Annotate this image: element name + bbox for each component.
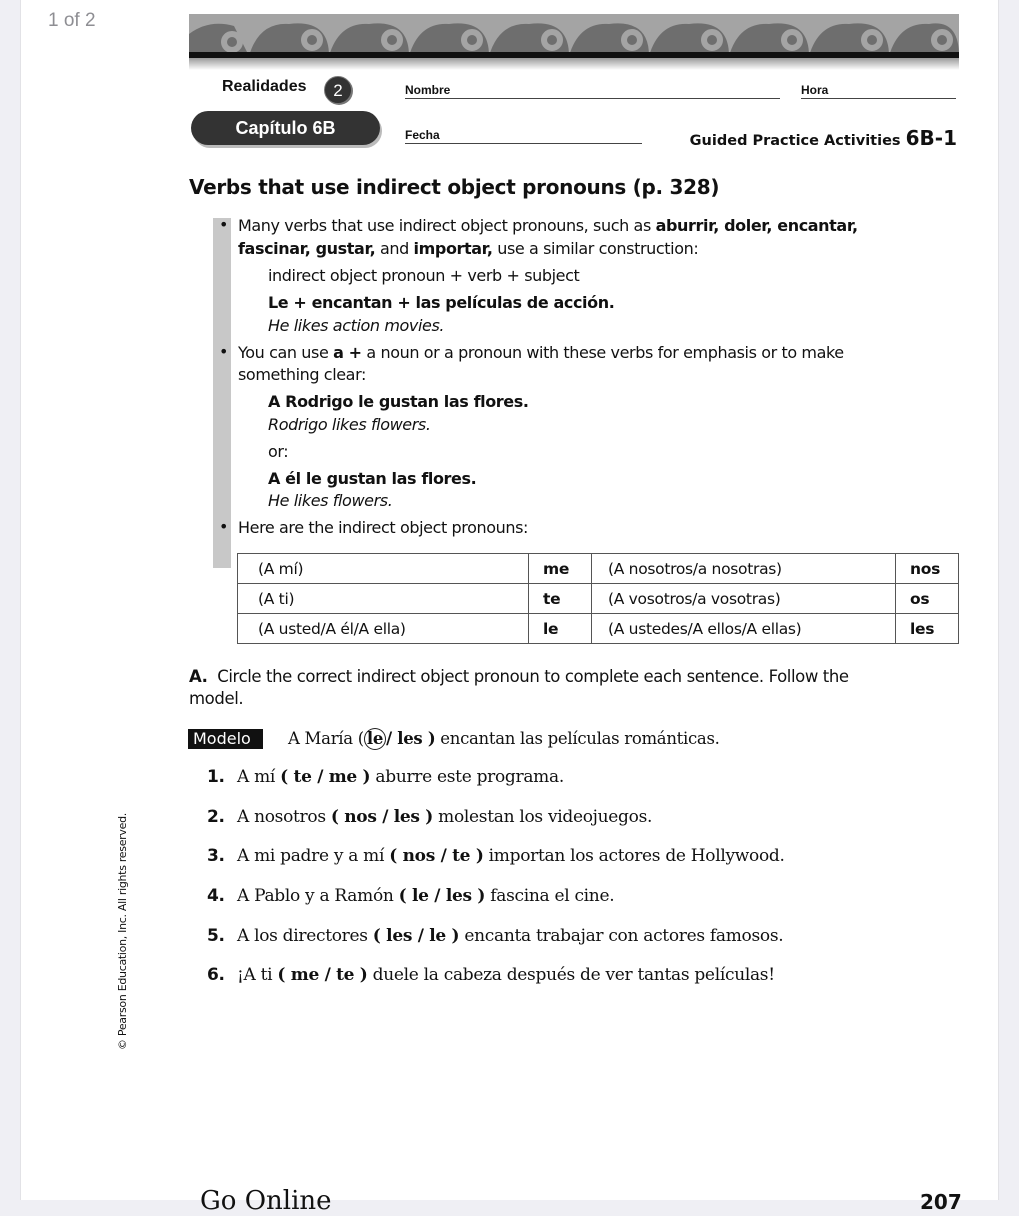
circled-answer: le <box>364 728 386 750</box>
activity-id <box>690 126 957 150</box>
bullet-1-line-1: Many verbs that use indirect object pronouns, such as aburrir, doler, encantar, <box>238 216 858 235</box>
table-cell: (A vosotros/a vosotras) <box>592 584 896 614</box>
date-field[interactable] <box>405 143 642 144</box>
exercise-instructions: A. Circle the correct indirect object pronoun to complete each sentence. Follow the <box>189 667 849 686</box>
table-cell: le <box>529 614 592 644</box>
bullet-icon: • <box>219 517 229 536</box>
table-cell: les <box>896 614 959 644</box>
bullet-3-text: Here are the indirect object pronouns: <box>238 518 529 537</box>
answer-choices[interactable]: ( les / le ) <box>372 926 460 946</box>
exercise-item: 3. A mi padre y a mí ( nos / te ) importan los actores de Hollywood. <box>207 846 785 866</box>
date-field-label: Fecha <box>405 128 440 142</box>
table-cell: (A ustedes/A ellos/A ellas) <box>592 614 896 644</box>
chapter-label: Capítulo 6B <box>191 111 380 145</box>
page-indicator: 1 of 2 <box>48 10 96 31</box>
bullet-icon: • <box>219 215 229 234</box>
copyright-notice: © Pearson Education, Inc. All rights reserved. <box>116 813 129 1050</box>
answer-choices[interactable]: ( le / les ) <box>398 886 486 906</box>
answer-choices[interactable]: ( nos / te ) <box>389 846 484 866</box>
bullet-icon: • <box>219 342 229 361</box>
or-label: or: <box>268 442 289 461</box>
table-row <box>238 614 959 644</box>
answer-choices[interactable]: ( te / me ) <box>280 767 371 787</box>
example-translation: He likes action movies. <box>268 316 445 335</box>
go-online-logo: Go Online <box>200 1186 332 1216</box>
page-number: 207 <box>920 1190 962 1214</box>
table-cell: me <box>529 554 592 584</box>
bullet-2-line-1: You can use a + a noun or a pronoun with these verbs for emphasis or to make <box>238 343 844 362</box>
exercise-item: 2. A nosotros ( nos / les ) molestan los videojuegos. <box>207 807 653 827</box>
example-sentence: Le + encantan + las películas de acción. <box>268 293 615 312</box>
model-tag: Modelo <box>188 729 263 749</box>
activity-number: 6B-1 <box>905 126 957 150</box>
model-sentence: A María ( le / les ) encantan las películas románticas. <box>288 729 720 748</box>
activity-prefix: Guided Practice Activities <box>689 133 901 149</box>
formula: indirect object pronoun + verb + subject <box>268 266 580 285</box>
series-title: Realidades <box>222 78 307 95</box>
exercise-item: 4. A Pablo y a Ramón ( le / les ) fascina el cine. <box>207 886 615 906</box>
table-cell: os <box>896 584 959 614</box>
exercise-item: 1. A mí ( te / me ) aburre este programa. <box>207 767 564 787</box>
exercise-instructions-cont: model. <box>189 689 244 708</box>
example-translation: He likes flowers. <box>268 491 393 510</box>
hour-field[interactable] <box>801 98 956 99</box>
section-title: Verbs that use indirect object pronouns (p. 328) <box>189 175 720 199</box>
table-row <box>238 554 959 584</box>
note-sidebar-bar <box>213 218 231 568</box>
table-cell: (A usted/A él/A ella) <box>238 614 529 644</box>
table-cell: (A mí) <box>238 554 529 584</box>
table-cell: nos <box>896 554 959 584</box>
table-cell: (A nosotros/a nosotras) <box>592 554 896 584</box>
hour-field-label: Hora <box>801 83 829 97</box>
table-cell: te <box>529 584 592 614</box>
pronoun-table <box>237 553 959 644</box>
example-sentence: A Rodrigo le gustan las flores. <box>268 392 529 411</box>
level-badge: 2 <box>324 76 352 104</box>
example-translation: Rodrigo likes flowers. <box>268 415 431 434</box>
name-field[interactable] <box>405 98 780 99</box>
bullet-1-line-2: fascinar, gustar, and importar, use a similar construction: <box>238 239 699 258</box>
answer-choices[interactable]: ( nos / les ) <box>330 807 434 827</box>
example-sentence: A él le gustan las flores. <box>268 469 477 488</box>
exercise-item: 5. A los directores ( les / le ) encanta trabajar con actores famosos. <box>207 926 784 946</box>
table-row <box>238 584 959 614</box>
exercise-item: 6. ¡A ti ( me / te ) duele la cabeza después de ver tantas películas! <box>207 965 775 985</box>
bullet-2-line-2: something clear: <box>238 365 366 384</box>
answer-choices[interactable]: ( me / te ) <box>277 965 368 985</box>
name-field-label: Nombre <box>405 83 451 97</box>
banner-shadow <box>189 58 959 70</box>
decorative-wave-banner <box>189 14 959 56</box>
table-cell: (A ti) <box>238 584 529 614</box>
